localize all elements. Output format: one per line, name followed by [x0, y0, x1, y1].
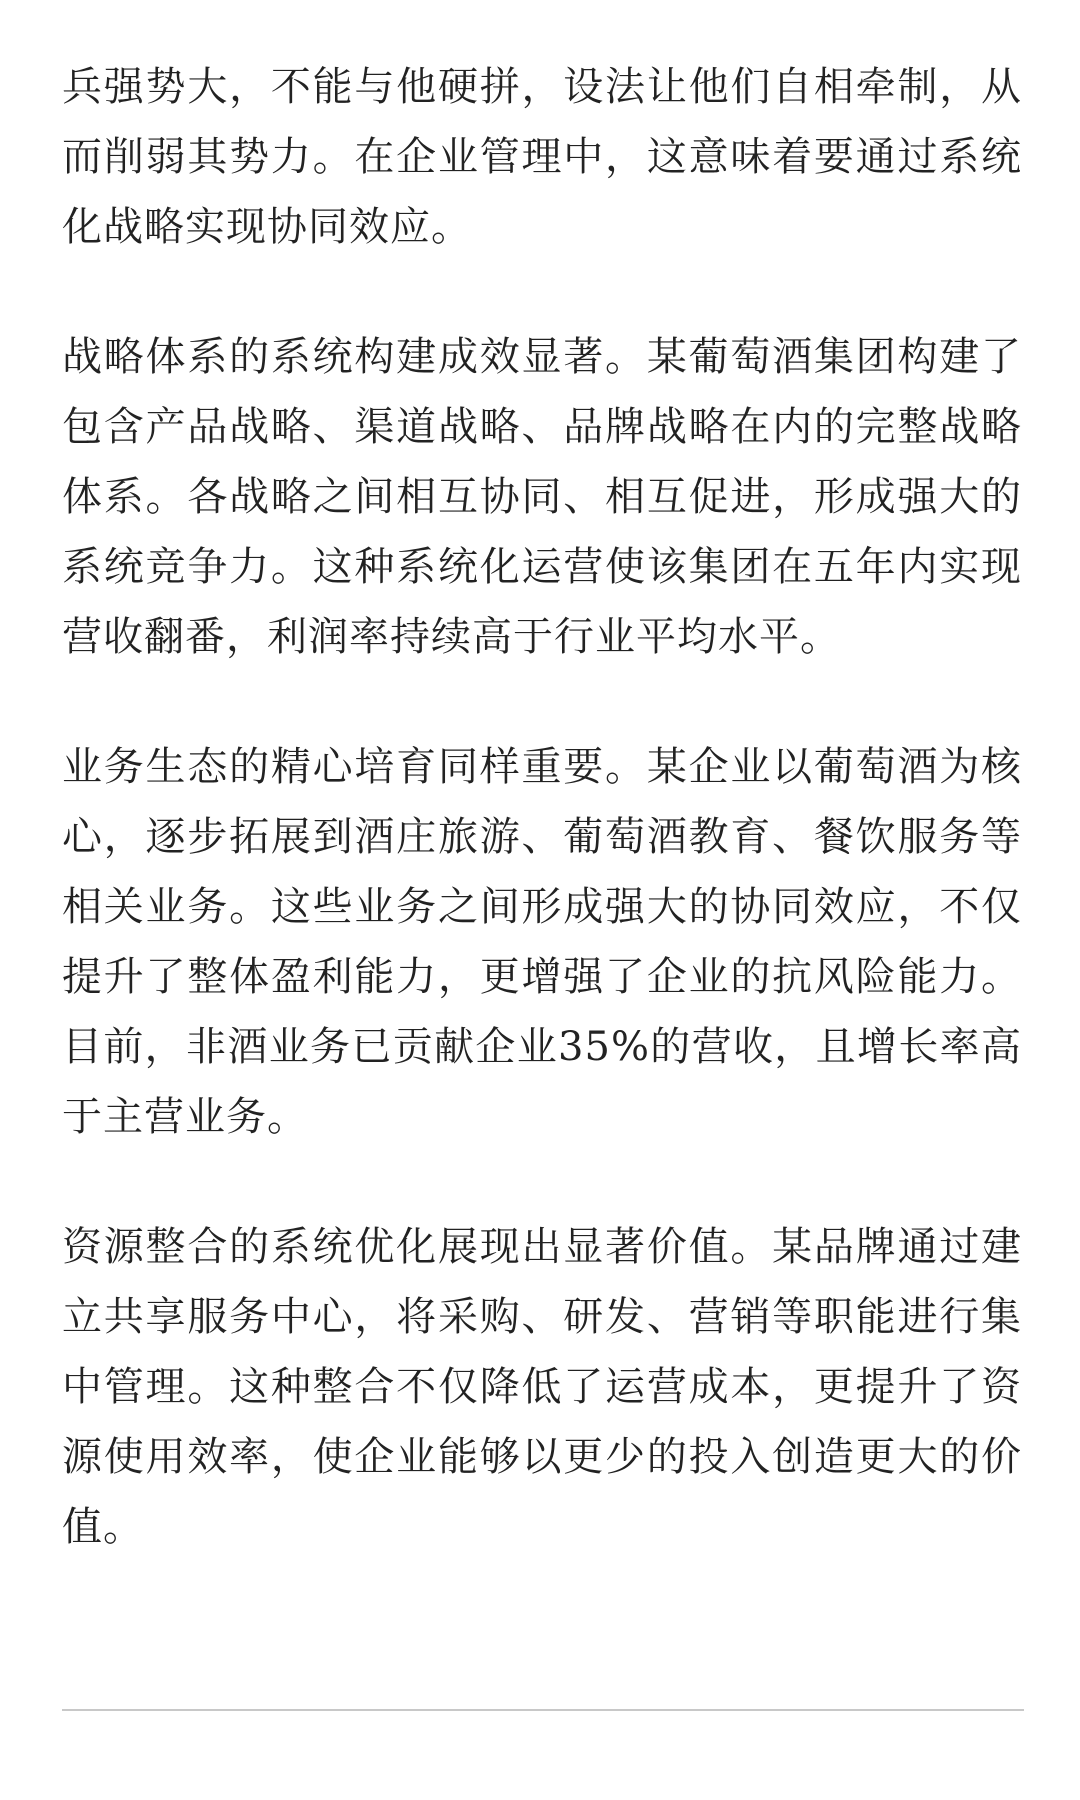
paragraph-1: 兵强势大，不能与他硬拼，设法让他们自相牵制，从而削弱其势力。在企业管理中，这意味着要通过系统化战略实现协同效应。 [62, 64, 1022, 250]
paragraph-4: 资源整合的系统优化展现出显著价值。某品牌通过建立共享服务中心，将采购、研发、营销等职能进行集中管理。这种整合不仅降低了运营成本，更提升了资源使用效率，使企业能够以更少的投入创造更大的价值。 [62, 1224, 1022, 1550]
paragraph-3: 业务生态的精心培育同样重要。某企业以葡萄酒为核心，逐步拓展到酒庄旅游、葡萄酒教育、餐饮服务等相关业务。这些业务之间形成强大的协同效应，不仅提升了整体盈利能力，更增强了企业的抗风险能力。目前，非酒业务已贡献企业35%的营收，且增长率高于主营业务。 [62, 744, 1022, 1140]
bottom-divider [62, 1709, 1024, 1711]
paragraph-2: 战略体系的系统构建成效显著。某葡萄酒集团构建了包含产品战略、渠道战略、品牌战略在内的完整战略体系。各战略之间相互协同、相互促进，形成强大的系统竞争力。这种系统化运营使该集团在五年内实现营收翻番，利润率持续高于行业平均水平。 [62, 334, 1022, 660]
article-body [62, 52, 1022, 1622]
